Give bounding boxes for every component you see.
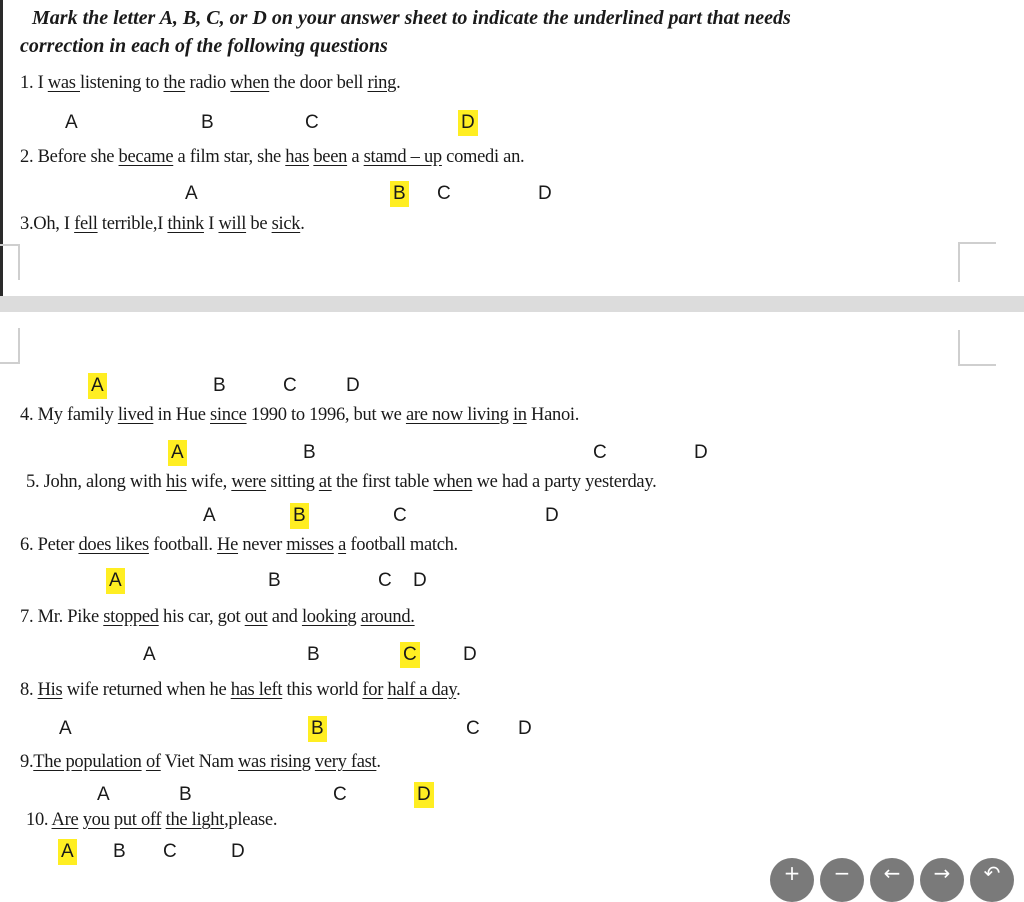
underlined-part: has xyxy=(285,147,310,167)
question-10-option-d: D xyxy=(231,841,245,862)
question-4-option-d: D xyxy=(694,442,708,463)
sentence-text: a xyxy=(347,147,364,167)
underlined-part: very fast xyxy=(314,752,377,772)
underlined-part: lived xyxy=(117,405,154,425)
underlined-part: when xyxy=(230,73,270,93)
sentence-text: be xyxy=(246,214,272,234)
question-8-option-c: C xyxy=(466,718,480,739)
page-corner-mark xyxy=(958,330,996,366)
underlined-part: when xyxy=(433,472,473,492)
sentence-text: wife returned when he xyxy=(62,680,231,700)
sentence-text: 1. I xyxy=(20,73,48,93)
underlined-part: has left xyxy=(230,680,283,700)
question-10-sentence xyxy=(26,810,277,831)
underlined-part: been xyxy=(313,147,348,167)
instruction-line-1: Mark the letter A, B, C, or D on your answer sheet to indicate the underlined part that needs xyxy=(32,7,791,29)
underlined-part: The population xyxy=(33,752,142,772)
underlined-part: are now living xyxy=(405,405,509,425)
instruction-line-2: correction in each of the following questions xyxy=(20,35,388,57)
plus-icon[interactable]: + xyxy=(770,858,814,902)
floating-toolbar xyxy=(770,858,1024,898)
sentence-text: . xyxy=(456,680,461,700)
sentence-text: 8. xyxy=(20,680,38,700)
question-3-option-a-highlighted: A xyxy=(88,373,107,399)
underlined-part: stopped xyxy=(103,607,159,627)
sentence-text: Hanoi. xyxy=(526,405,580,425)
sentence-text: the door bell xyxy=(269,73,368,93)
sentence-text: sitting xyxy=(266,472,319,492)
question-9-option-c: C xyxy=(333,784,347,805)
question-7-sentence xyxy=(20,607,415,628)
question-6-option-c: C xyxy=(378,570,392,591)
question-8-option-b-highlighted: B xyxy=(308,716,327,742)
question-9-option-a: A xyxy=(97,784,110,805)
underlined-part: a xyxy=(338,535,347,555)
question-5-sentence xyxy=(26,472,656,493)
question-2-option-d: D xyxy=(538,183,552,204)
question-2-option-a: A xyxy=(185,183,198,204)
question-5-option-a: A xyxy=(203,505,216,526)
page-corner-mark xyxy=(0,328,20,364)
question-10-option-b: B xyxy=(113,841,126,862)
underlined-part: sick xyxy=(271,214,301,234)
question-5-option-d: D xyxy=(545,505,559,526)
question-4-sentence xyxy=(20,405,579,426)
underlined-part: of xyxy=(145,752,161,772)
sentence-text: radio xyxy=(185,73,231,93)
underlined-part: will xyxy=(218,214,247,234)
question-4-option-c: C xyxy=(593,442,607,463)
underlined-part: half a day xyxy=(387,680,457,700)
sentence-text: comedi an. xyxy=(441,147,525,167)
underlined-part: put off xyxy=(113,810,162,830)
minus-icon[interactable]: − xyxy=(820,858,864,902)
underlined-part: think xyxy=(167,214,204,234)
question-2-option-c: C xyxy=(437,183,451,204)
question-10-option-c: C xyxy=(163,841,177,862)
arrow-left-icon[interactable]: ← xyxy=(870,858,914,902)
sentence-text: in Hue xyxy=(153,405,211,425)
page-corner-mark xyxy=(0,244,20,280)
underlined-part: you xyxy=(82,810,110,830)
question-1-option-b: B xyxy=(201,112,214,133)
sentence-text: a film star, she xyxy=(173,147,286,167)
underlined-part: in xyxy=(512,405,527,425)
question-1-sentence xyxy=(20,73,400,94)
sentence-text: ,please. xyxy=(224,810,278,830)
question-3-option-d: D xyxy=(346,375,360,396)
question-4-option-b: B xyxy=(303,442,316,463)
question-5-option-b-highlighted: B xyxy=(290,503,309,529)
question-3-sentence xyxy=(20,214,305,235)
arrow-right-icon[interactable]: → xyxy=(920,858,964,902)
question-3-option-b: B xyxy=(213,375,226,396)
sentence-text: . xyxy=(300,214,305,234)
question-6-option-d: D xyxy=(413,570,427,591)
question-8-option-d: D xyxy=(518,718,532,739)
question-9-option-d-highlighted: D xyxy=(414,782,434,808)
sentence-text: 6. Peter xyxy=(20,535,79,555)
sentence-text: 3.Oh, I xyxy=(20,214,75,234)
instruction xyxy=(20,4,1010,60)
question-2-sentence xyxy=(20,147,524,168)
question-3-option-c: C xyxy=(283,375,297,396)
sentence-text: 5. John, along with xyxy=(26,472,166,492)
question-8-option-a: A xyxy=(59,718,72,739)
question-9-sentence xyxy=(20,752,381,773)
underlined-part: was xyxy=(47,73,80,93)
underlined-part: Are xyxy=(51,810,79,830)
underlined-part: his xyxy=(165,472,187,492)
sentence-text: listening to xyxy=(80,73,164,93)
question-6-sentence xyxy=(20,535,458,556)
sentence-text: . xyxy=(396,73,401,93)
underlined-part: around. xyxy=(360,607,415,627)
page-separator xyxy=(0,296,1024,312)
sentence-text: never xyxy=(238,535,287,555)
question-7-option-a: A xyxy=(143,644,156,665)
page-corner-mark xyxy=(958,242,996,282)
question-2-option-b-highlighted: B xyxy=(390,181,409,207)
sentence-text: this world xyxy=(282,680,363,700)
sentence-text: 7. Mr. Pike xyxy=(20,607,104,627)
question-7-option-d: D xyxy=(463,644,477,665)
question-1-option-d-highlighted: D xyxy=(458,110,478,136)
question-7-option-b: B xyxy=(307,644,320,665)
underlined-part: fell xyxy=(74,214,98,234)
question-6-option-a-highlighted: A xyxy=(106,568,125,594)
sentence-text: 4. My family xyxy=(20,405,118,425)
sentence-text: . xyxy=(376,752,381,772)
underlined-part: His xyxy=(37,680,63,700)
sentence-text: 1990 to 1996, but we xyxy=(246,405,406,425)
sentence-text: we had a party yesterday. xyxy=(472,472,657,492)
sentence-text: football. xyxy=(148,535,218,555)
underlined-part: ring xyxy=(367,73,397,93)
question-7-option-c-highlighted: C xyxy=(400,642,420,668)
sentence-text: I xyxy=(203,214,219,234)
sentence-text: 9. xyxy=(20,752,34,772)
underlined-part: became xyxy=(118,147,174,167)
underlined-part: the light xyxy=(165,810,225,830)
sentence-text: Viet Nam xyxy=(160,752,238,772)
sentence-text: 10. xyxy=(26,810,52,830)
sentence-text: the first table xyxy=(331,472,434,492)
underlined-part: He xyxy=(217,535,239,555)
underlined-part: the xyxy=(163,73,186,93)
question-5-option-c: C xyxy=(393,505,407,526)
underlined-part: stamd – up xyxy=(363,147,442,167)
underlined-part: for xyxy=(362,680,384,700)
question-4-option-a-highlighted: A xyxy=(168,440,187,466)
underlined-part: looking xyxy=(301,607,357,627)
underlined-part: since xyxy=(210,405,247,425)
sentence-text: his car, got xyxy=(158,607,245,627)
sentence-text: and xyxy=(267,607,302,627)
underlined-part: out xyxy=(244,607,268,627)
underlined-part: was rising xyxy=(238,752,311,772)
question-1-option-a: A xyxy=(65,112,78,133)
question-8-sentence xyxy=(20,680,460,701)
sentence-text: terrible,I xyxy=(97,214,168,234)
question-1-option-c: C xyxy=(305,112,319,133)
question-10-option-a-highlighted: A xyxy=(58,839,77,865)
undo-icon[interactable]: ↶ xyxy=(970,858,1014,902)
question-9-option-b: B xyxy=(179,784,192,805)
question-6-option-b: B xyxy=(268,570,281,591)
underlined-part: at xyxy=(318,472,332,492)
sentence-text: 2. Before she xyxy=(20,147,119,167)
sentence-text: wife, xyxy=(186,472,232,492)
underlined-part: misses xyxy=(286,535,334,555)
underlined-part: were xyxy=(231,472,267,492)
sentence-text: football match. xyxy=(346,535,458,555)
underlined-part: does likes xyxy=(78,535,149,555)
